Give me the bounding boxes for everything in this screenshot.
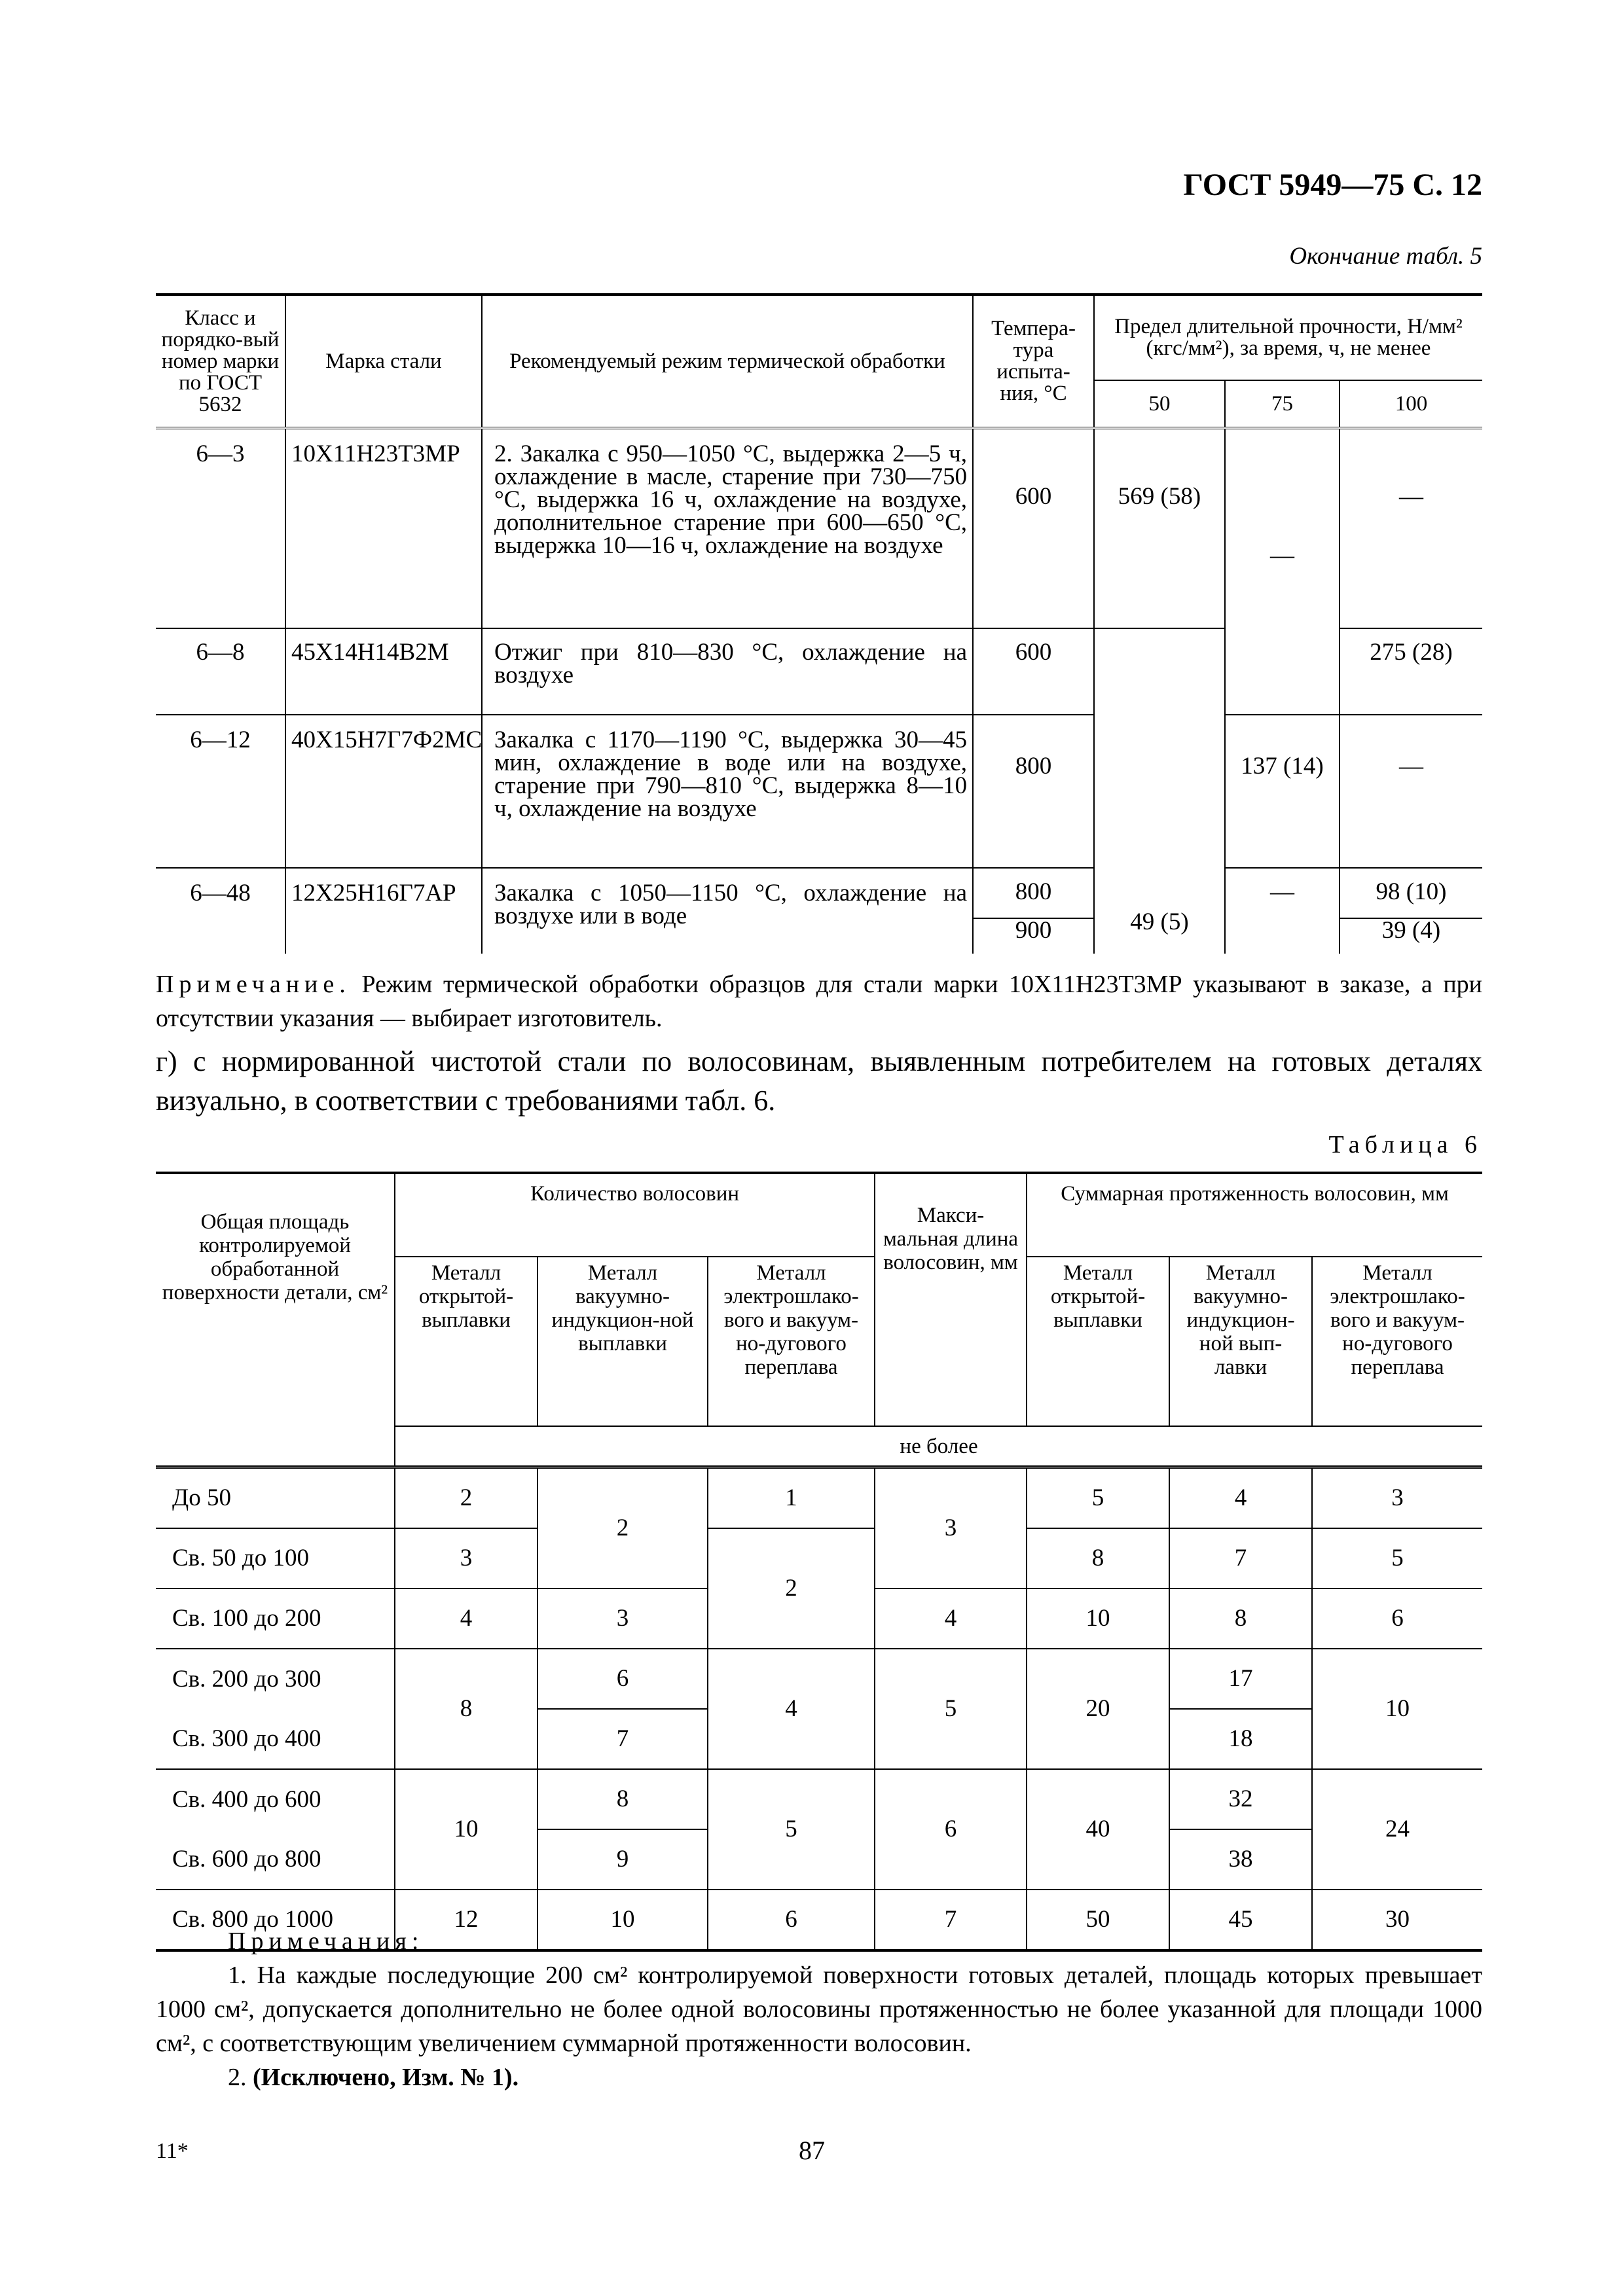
t5-grade: 45Х14Н14В2М [285, 628, 482, 715]
t6-s2: 38 [1169, 1829, 1312, 1890]
t6-s1: 50 [1027, 1890, 1169, 1950]
t6-area: Св. 600 до 800 [156, 1829, 395, 1890]
t6-c3: 5 [708, 1769, 875, 1890]
t6-header-open: Металл открытой-выплавки [395, 1257, 538, 1426]
t5-v75: — [1225, 868, 1340, 954]
table-row [156, 428, 1482, 628]
t6-c3: 4 [708, 1649, 875, 1769]
t6-max: 6 [875, 1769, 1027, 1890]
t5-mode: Закалка с 1170—1190 °С, выдержка 30—45 мин, охлаждение в воде или на воздухе, старение при 790—810 °С, выдержка 8—10 ч, охлаждение на воздухе [482, 715, 973, 868]
t6-c1: 3 [395, 1528, 538, 1588]
table-row [156, 868, 1482, 918]
t6-area: Св. 400 до 600 [156, 1769, 395, 1829]
t6-max: 5 [875, 1649, 1027, 1769]
table-row [156, 715, 1482, 868]
t6-s3: 3 [1312, 1467, 1482, 1529]
t6-s3: 6 [1312, 1588, 1482, 1649]
t6-header-empty [156, 1426, 395, 1467]
t6-c2: 8 [538, 1769, 708, 1829]
t6-area: Св. 100 до 200 [156, 1588, 395, 1649]
table6-notes [156, 1924, 1482, 2094]
t6-s1: 20 [1027, 1649, 1169, 1769]
note-2-prefix: 2. [228, 2064, 253, 2091]
t6-s1: 8 [1027, 1528, 1169, 1588]
t6-c2: 3 [538, 1588, 708, 1649]
t6-c1: 2 [395, 1467, 538, 1529]
t5-class: 6—48 [156, 868, 285, 954]
note-label: Примечание. [156, 971, 351, 998]
t5-temp: 900 [973, 918, 1094, 954]
t6-header-maxlen: Макси-мальная длина волосовин, мм [875, 1173, 1027, 1426]
t5-mode: 2. Закалка с 950—1050 °С, выдержка 2—5 ч, охлаждение в масле, старение при 730—750 °С, выдержка 16 ч, охлаждение на воздухе, дополнительное старение при 600—650 °С, выдержка 10—16 ч, охлаждение на воздухе [482, 428, 973, 628]
notes-label: Примечания: [228, 1928, 424, 1955]
t5-v100: 98 (10) [1340, 868, 1482, 918]
t6-header-max-note: не более [395, 1426, 1482, 1467]
table-5 [156, 293, 1482, 954]
t5-header-class: Класс и порядко-вый номер марки по ГОСТ 5632 [156, 295, 285, 428]
table-6 [156, 1172, 1482, 1952]
t5-v100: — [1340, 428, 1482, 628]
t6-area: Св. 800 до 1000 [156, 1890, 395, 1950]
t5-class: 6—12 [156, 715, 285, 868]
t5-mode: Отжиг при 810—830 °С, охлаждение на воздухе [482, 628, 973, 715]
t6-s1: 40 [1027, 1769, 1169, 1890]
t6-header-vim2: Металл вакуумно-индукцион-ной вып-лавки [1169, 1257, 1312, 1426]
t5-v75: 137 (14) [1225, 715, 1340, 868]
t5-grade: 10Х11Н23Т3МР [285, 428, 482, 628]
t5-header-75: 75 [1225, 380, 1340, 428]
t6-max: 4 [875, 1588, 1027, 1649]
t6-c1: 10 [395, 1769, 538, 1890]
page-header: ГОСТ 5949—75 С. 12 [1183, 168, 1482, 202]
t6-area: Св. 200 до 300 [156, 1649, 395, 1709]
footer-mark: 11* [156, 2139, 189, 2163]
t6-header-esr: Металл электрошлако-вого и вакуум-но-дугового переплава [708, 1257, 875, 1426]
t6-c1: 8 [395, 1649, 538, 1769]
table-row [156, 1528, 1482, 1588]
t5-v100: — [1340, 715, 1482, 868]
t6-s2: 8 [1169, 1588, 1312, 1649]
t6-c2: 2 [538, 1467, 708, 1589]
t5-header-mode: Рекомендуемый режим термической обработки [482, 295, 973, 428]
table-row [156, 1649, 1482, 1709]
t6-c3: 2 [708, 1528, 875, 1649]
t6-c2: 9 [538, 1829, 708, 1890]
t6-s3: 10 [1312, 1649, 1482, 1769]
t5-header-strength: Предел длительной прочности, Н/мм² (кгс/мм²), за время, ч, не менее [1094, 295, 1482, 380]
t6-c2: 6 [538, 1649, 708, 1709]
t6-s2: 32 [1169, 1769, 1312, 1829]
t6-s3: 24 [1312, 1769, 1482, 1890]
t6-header-count: Количество волосовин [395, 1173, 875, 1257]
t6-s2: 45 [1169, 1890, 1312, 1950]
t5-v50: 569 (58) [1094, 428, 1225, 628]
t5-temp: 600 [973, 428, 1094, 628]
table-row [156, 1467, 1482, 1529]
t5-header-grade: Марка стали [285, 295, 482, 428]
t5-header-50: 50 [1094, 380, 1225, 428]
t5-v100: 39 (4) [1381, 916, 1441, 944]
table-continuation-label: Окончание табл. 5 [1289, 243, 1482, 270]
t6-header-sumlen: Суммарная протяженность волосовин, мм [1027, 1173, 1482, 1257]
t6-c2: 10 [538, 1890, 708, 1950]
t5-temp: 800 [973, 715, 1094, 868]
t5-mode: Закалка с 1050—1150 °С, охлаждение на воздухе или в воде [482, 868, 973, 954]
t5-header-100: 100 [1395, 391, 1428, 416]
t6-area: Св. 300 до 400 [156, 1709, 395, 1769]
t5-header-temp: Темпера-тура испыта-ния, °С [973, 295, 1094, 428]
t6-s1: 10 [1027, 1588, 1169, 1649]
t6-c3: 6 [708, 1890, 875, 1950]
note-2 [156, 2060, 1482, 2094]
t6-header-esr2: Металл электрошлако-вого и вакуум-но-дугового переплава [1330, 1261, 1465, 1379]
t5-v75: — [1225, 428, 1340, 715]
t5-temp: 800 [973, 868, 1094, 918]
t6-c3: 1 [708, 1467, 875, 1529]
t6-area: До 50 [156, 1467, 395, 1529]
t5-temp: 600 [973, 628, 1094, 715]
t6-s1: 5 [1027, 1467, 1169, 1529]
t5-grade: 40Х15Н7Г7Ф2МС [285, 715, 482, 868]
t6-s2: 4 [1169, 1467, 1312, 1529]
t6-max: 3 [875, 1467, 1027, 1589]
t5-class: 6—3 [156, 428, 285, 628]
t6-s2: 18 [1169, 1709, 1312, 1769]
t5-v50: 49 (5) [1094, 868, 1225, 954]
t5-v50-merged [1094, 628, 1225, 868]
table6-label: Таблица 6 [1328, 1131, 1482, 1158]
t6-c1: 12 [395, 1890, 538, 1950]
t6-header-open2: Металл открытой-выплавки [1027, 1257, 1169, 1426]
t6-header-area: Общая площадь контролируемой обработанной поверхности детали, см² [156, 1173, 395, 1426]
t6-max: 7 [875, 1890, 1027, 1950]
note-text: Режим термической обработки образцов для стали марки 10Х11Н23Т3МР указывают в заказе, а при отсутствии указания — выбирает изготовитель. [156, 971, 1482, 1032]
t6-c1: 4 [395, 1588, 538, 1649]
t6-s2: 7 [1169, 1528, 1312, 1588]
note-2-text: (Исключено, Изм. № 1). [253, 2064, 519, 2091]
t5-class: 6—8 [156, 628, 285, 715]
page-number: 87 [799, 2136, 825, 2165]
t6-area: Св. 50 до 100 [156, 1528, 395, 1588]
t6-c2: 7 [538, 1709, 708, 1769]
t5-v100: 275 (28) [1340, 628, 1482, 715]
table5-note [156, 967, 1482, 1035]
list-item-g: г) с нормированной чистотой стали по волосовинам, выявленным потребителем на готовых деталях визуально, в соответствии с требованиями табл. 6. [156, 1045, 1482, 1117]
t6-s3: 30 [1312, 1890, 1482, 1950]
t6-s2: 17 [1169, 1649, 1312, 1709]
note-1: 1. На каждые последующие 200 см² контролируемой поверхности готовых деталей, площадь которых превышает 1000 см², допускается дополнительно не более одной волосовины протяженностью не более указанной для площади 1000 см², с соответствующим увеличением суммарной протяженности волосовин. [156, 1962, 1482, 2057]
table-row [156, 1769, 1482, 1829]
t6-header-vim: Металл вакуумно-индукцион-ной выплавки [538, 1257, 708, 1426]
t5-grade: 12Х25Н16Г7АР [285, 868, 482, 954]
t6-s3: 5 [1312, 1528, 1482, 1588]
